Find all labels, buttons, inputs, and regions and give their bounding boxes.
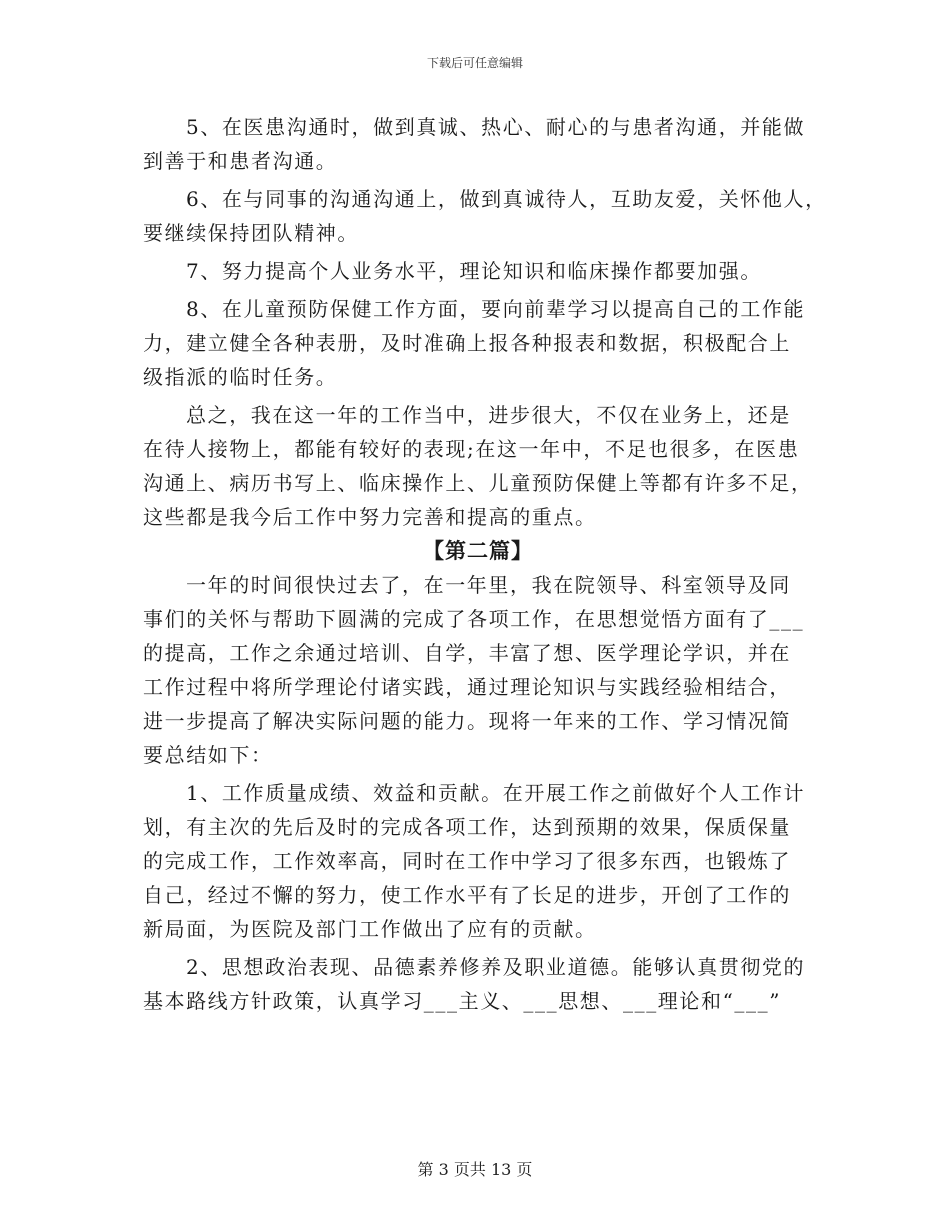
paragraph-line: 2、思想政治表现、品德素养修养及职业道德。能够认真贯彻党的 bbox=[186, 955, 806, 979]
document-body bbox=[143, 110, 827, 1018]
paragraph-line: 5、在医患沟通时，做到真诚、热心、耐心的与患者沟通，并能做 bbox=[186, 115, 806, 139]
paragraph bbox=[143, 398, 813, 534]
paragraph bbox=[143, 950, 813, 1018]
paragraph-line: 基本路线方针政策，认真学习___主义、___思想、___理论和“___” bbox=[143, 989, 782, 1013]
paragraph-line: 沟通上、病历书写上、临床操作上、儿童预防保健上等都有许多不足， bbox=[143, 471, 813, 495]
paragraph-line: 到善于和患者沟通。 bbox=[143, 149, 338, 173]
paragraph bbox=[143, 254, 813, 288]
paragraph-line: 级指派的临时任务。 bbox=[143, 365, 338, 389]
paragraph bbox=[143, 568, 813, 772]
paragraph-line: 一年的时间很快过去了，在一年里，我在院领导、科室领导及同 bbox=[186, 573, 791, 597]
paragraph-line: 6、在与同事的沟通沟通上，做到真诚待人，互助友爱，关怀他人， bbox=[186, 187, 827, 211]
paragraph bbox=[143, 776, 813, 946]
paragraph-line: 1、工作质量成绩、效益和贡献。在开展工作之前做好个人工作计 bbox=[186, 781, 806, 805]
paragraph-line: 要继续保持团队精神。 bbox=[143, 221, 359, 245]
paragraph-line: 进一步提高了解决实际问题的能力。现将一年来的工作、学习情况简 bbox=[143, 709, 791, 733]
paragraph bbox=[143, 182, 827, 250]
paragraph-line: 8、在儿童预防保健工作方面，要向前辈学习以提高自己的工作能 bbox=[186, 297, 806, 321]
paragraph-line: 总之，我在这一年的工作当中，进步很大，不仅在业务上，还是 bbox=[186, 403, 791, 427]
paragraph-line: 新局面，为医院及部门工作做出了应有的贡献。 bbox=[143, 917, 597, 941]
page-number: 第 3 页共 13 页 bbox=[417, 1160, 533, 1179]
paragraph-line: 划，有主次的先后及时的完成各项工作，达到预期的效果，保质保量 bbox=[143, 815, 791, 839]
section-heading: 【第二篇】 bbox=[423, 538, 533, 563]
paragraph bbox=[143, 292, 813, 394]
paragraph-line: 自己，经过不懈的努力，使工作水平有了长足的进步，开创了工作的 bbox=[143, 883, 791, 907]
paragraph-line: 这些都是我今后工作中努力完善和提高的重点。 bbox=[143, 505, 597, 529]
paragraph-line: 的完成工作，工作效率高，同时在工作中学习了很多东西，也锻炼了 bbox=[143, 849, 791, 873]
paragraph-line: 事们的关怀与帮助下圆满的完成了各项工作，在思想觉悟方面有了___ bbox=[143, 607, 805, 631]
paragraph-line: 要总结如下： bbox=[143, 743, 273, 767]
paragraph-line: 工作过程中将所学理论付诸实践，通过理论知识与实践经验相结合， bbox=[143, 675, 791, 699]
paragraph-line: 在待人接物上，都能有较好的表现;在这一年中，不足也很多，在医患 bbox=[143, 437, 800, 461]
header-note: 下载后可任意编辑 bbox=[426, 56, 523, 70]
paragraph bbox=[143, 110, 813, 178]
paragraph-line: 的提高，工作之余通过培训、自学，丰富了想、医学理论学识，并在 bbox=[143, 641, 791, 665]
paragraph-line: 7、努力提高个人业务水平，理论知识和临床操作都要加强。 bbox=[186, 259, 762, 283]
paragraph-line: 力，建立健全各种表册，及时准确上报各种报表和数据，积极配合上 bbox=[143, 331, 791, 355]
